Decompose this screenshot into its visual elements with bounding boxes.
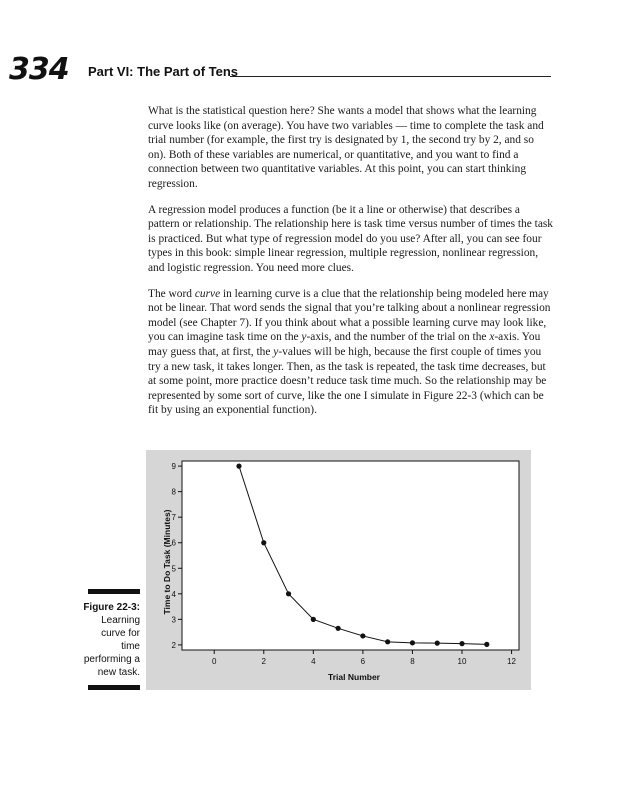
y-tick-label: 6 [171, 538, 176, 548]
y-tick-label: 2 [171, 640, 176, 650]
y-axis-label: Time to Do Task (Minutes) [162, 509, 172, 615]
plot-area [182, 461, 519, 650]
italic-term: curve [194, 287, 221, 300]
header-rule [230, 76, 551, 77]
figure-caption-text: Learning curve for time performing a new task. [83, 615, 140, 678]
data-point [311, 617, 316, 622]
data-point [236, 464, 241, 469]
x-axis-ticks [212, 650, 517, 666]
data-point [360, 633, 365, 638]
x-tick-label: 6 [360, 657, 366, 666]
paragraph-2: A regression model produces a function (be it a line or otherwise) that describes a pattern or relationship. The relationship here is task time versus number of times the task is practiced. But what type of regression model do you use? After all, you can see four types in this book: simple linear regression, multiple regression, nonlinear regression, and logistic regression. You need more clues. [148, 203, 554, 274]
x-tick-label: 12 [507, 657, 517, 666]
data-point [459, 641, 464, 646]
italic-term: y [273, 345, 279, 358]
y-tick-label: 5 [171, 564, 176, 574]
y-tick-label: 3 [171, 615, 176, 625]
y-axis-ticks [172, 462, 182, 650]
paragraph-3: The word curve in learning curve is a clue that the relationship being modeled here may not be linear. That word sends the signal that you’re talking about a nonlinear regression model (see Chapter 7). If you think about what a possible learning curve may look like, you can imagine task time on the y-axis, and the number of the trial on the x-axis. You may guess that, at first, the y-values will be high, because the first couple of times you try a new task, it takes longer. Then, as the task is repeated, the task time decreases, but at some point, more practice doesn’t reduce task time much. So the relationship may be represented by some sort of curve, like the one I simulate in Figure 22-3 (which can be fit by using an exponential function). [148, 287, 551, 417]
y-tick-label: 9 [171, 462, 176, 472]
x-tick-label: 10 [457, 657, 467, 666]
body-text [148, 104, 553, 429]
learning-curve-chart [146, 450, 531, 690]
caption-rule-bottom [88, 685, 140, 690]
data-point [261, 540, 266, 545]
figure-label: Figure 22-3: [83, 602, 140, 613]
part-title: Part VI: The Part of Tens [88, 64, 239, 79]
y-tick-label: 7 [171, 513, 176, 523]
x-axis-label: Trial Number [328, 672, 380, 682]
figure-chart [146, 450, 531, 690]
x-tick-label: 8 [410, 657, 415, 666]
y-tick-label: 8 [171, 487, 176, 497]
x-tick-label: 2 [261, 657, 266, 666]
italic-term: y [301, 331, 307, 344]
italic-term: x [489, 331, 495, 344]
caption-rule-top [88, 589, 140, 594]
data-point [435, 641, 440, 646]
data-point [286, 591, 291, 596]
data-point [336, 626, 341, 631]
y-tick-label: 4 [171, 589, 176, 599]
data-point [484, 642, 489, 647]
page-number: 334 [9, 52, 69, 87]
paragraph-1: What is the statistical question here? She wants a model that shows what the learning curve looks like (on average). You have two variables — time to complete the task and trial number (for example, the first try is designated by 1, the second try by 2, and so on). Both of these variables are numerical, or quantitative, and you want to find a connection between two quantitative variables. At this point, you can start thinking regression. [148, 105, 544, 190]
x-tick-label: 0 [211, 657, 217, 666]
x-tick-label: 4 [311, 657, 316, 666]
data-point [410, 640, 415, 645]
figure-caption [80, 601, 140, 679]
data-point [385, 639, 390, 644]
